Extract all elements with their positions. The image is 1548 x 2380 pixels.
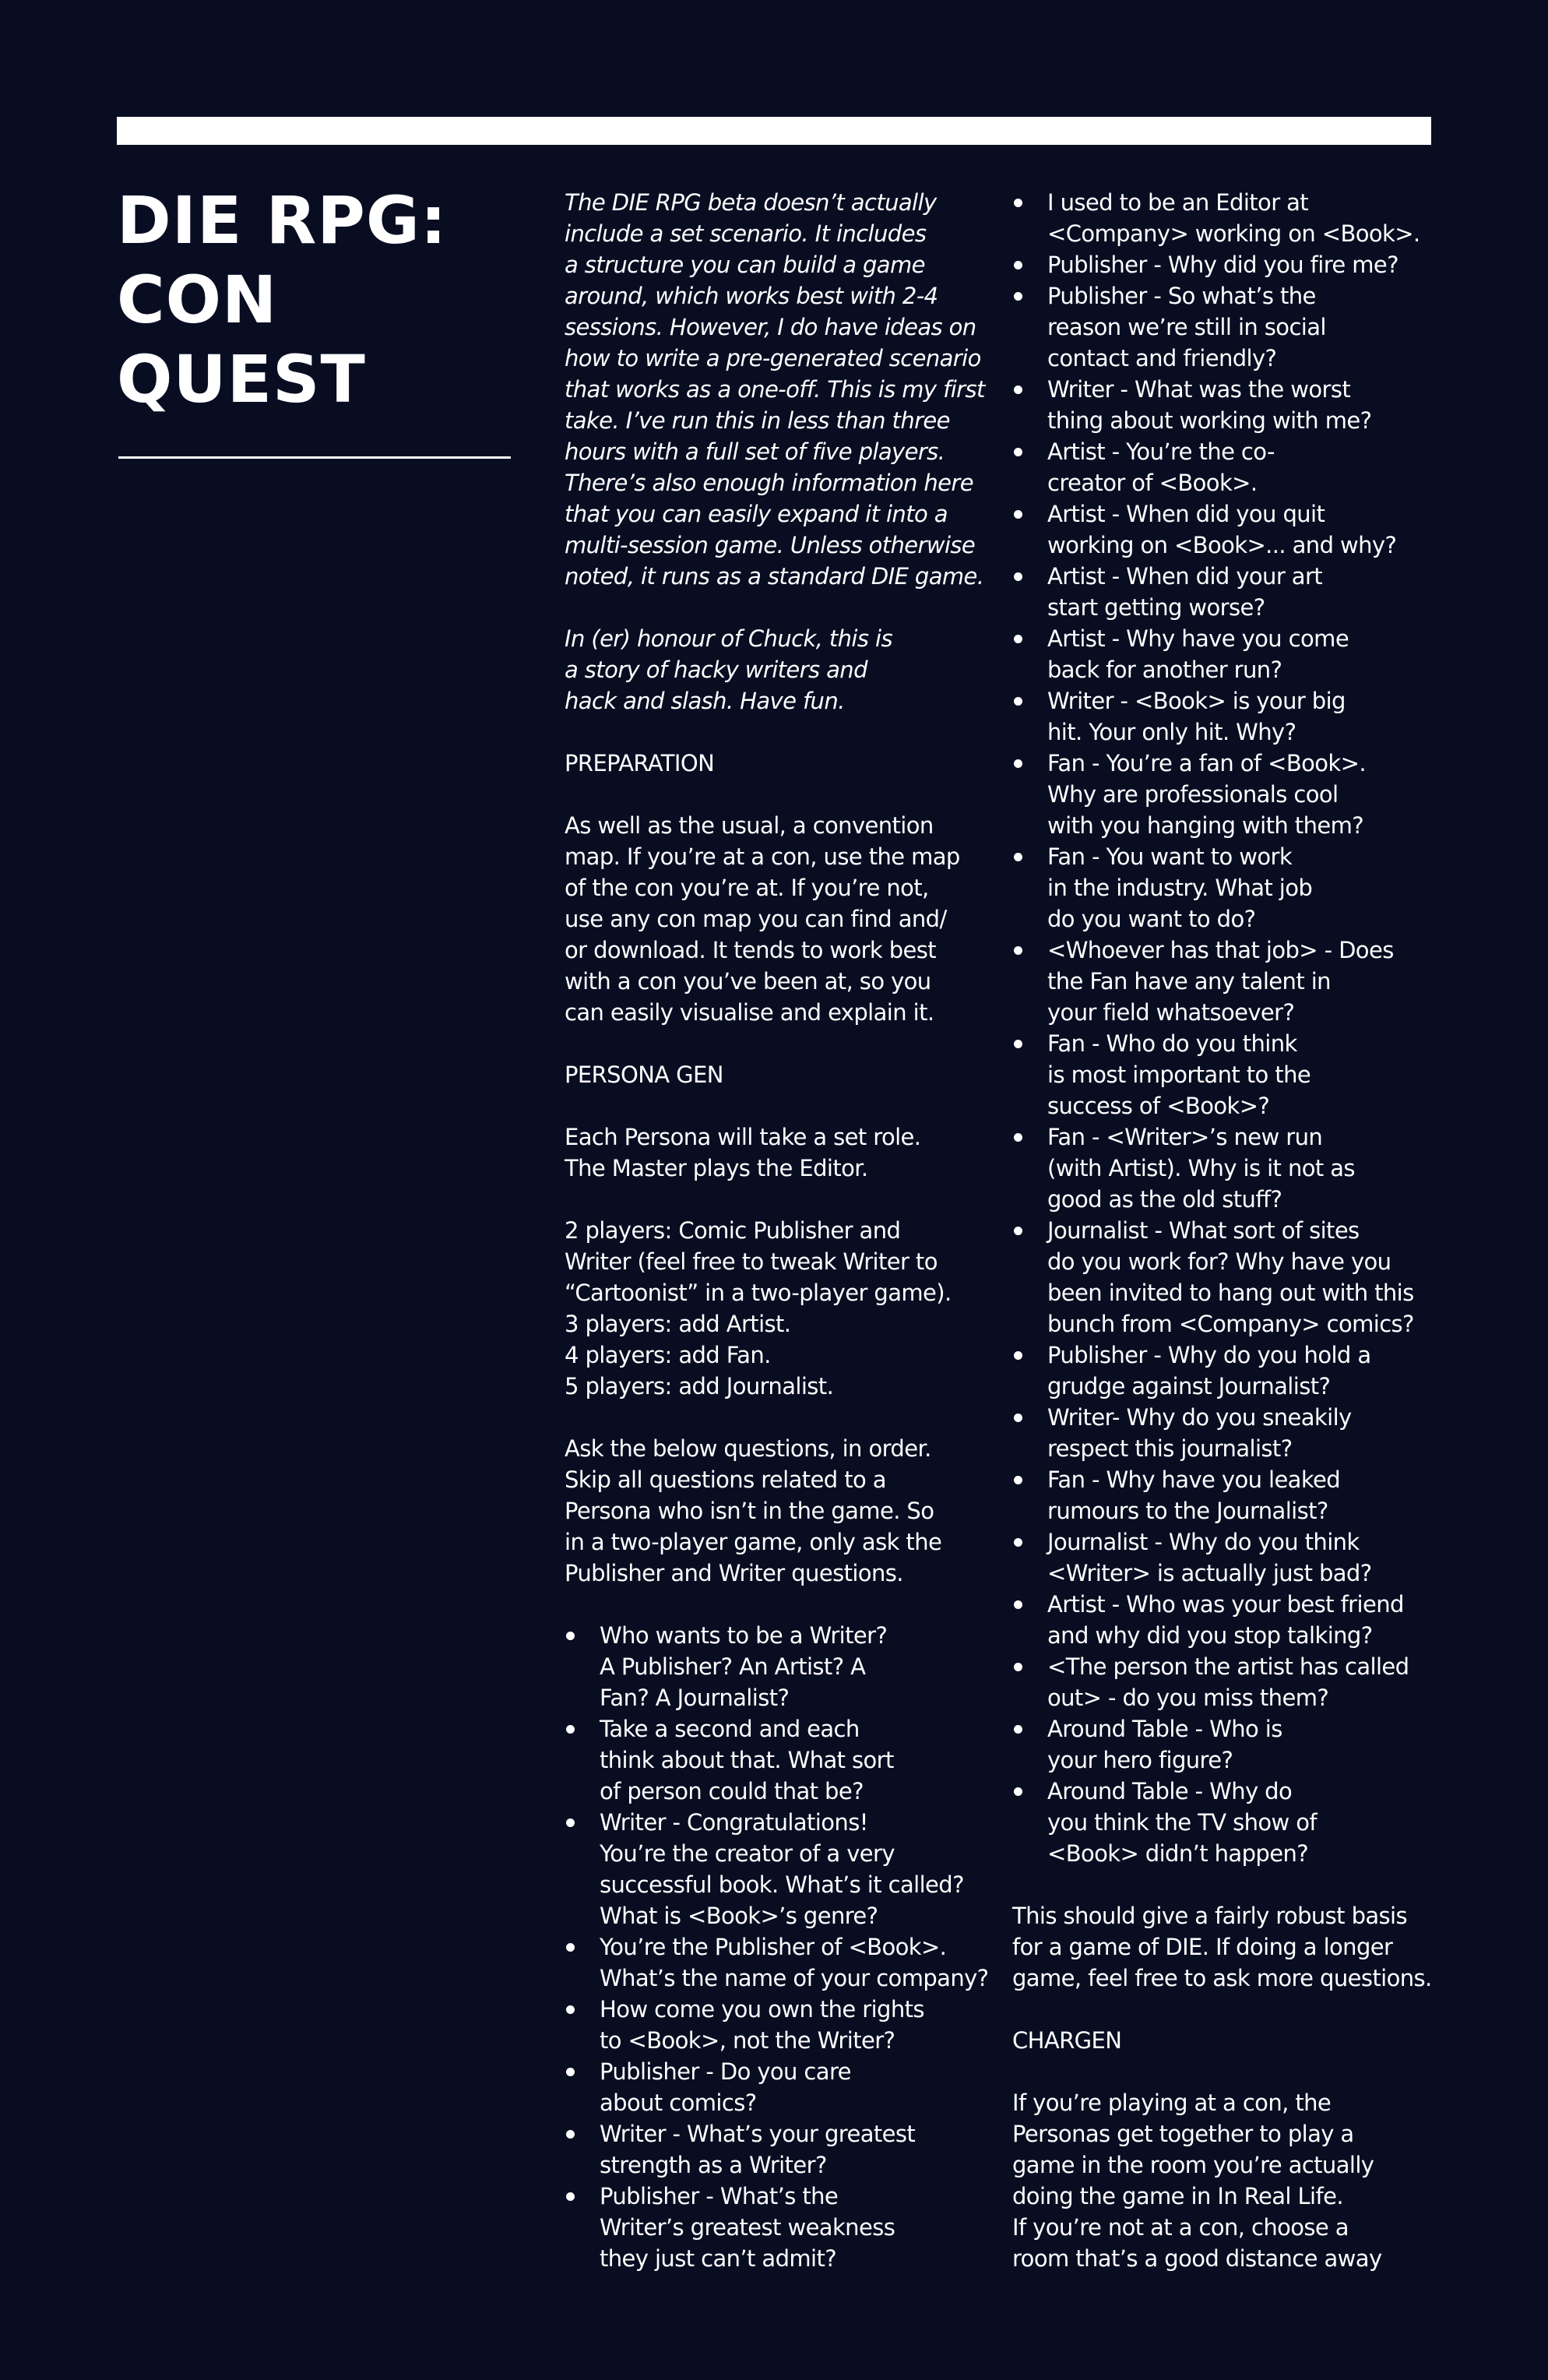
list-item: Artist - When did you quit working on <Book>... and why? xyxy=(1012,498,1448,561)
column-middle xyxy=(565,187,1007,2305)
list-item: Who wants to be a Writer? A Publisher? An Artist? A Fan? A Journalist? xyxy=(565,1620,1007,1713)
list-item: Fan - You’re a fan of <Book>. Why are professionals cool with you hanging with them? xyxy=(1012,748,1448,841)
list-item: Writer - What’s your greatest strength as a Writer? xyxy=(565,2118,1007,2181)
list-item: Publisher - Do you care about comics? xyxy=(565,2056,1007,2118)
questions-intro-paragraph: Ask the below questions, in order. Skip all questions related to a Persona who isn’t in the game. So in a two-player game, only ask the Publisher and Writer questions. xyxy=(565,1435,942,1586)
list-item: Journalist - What sort of sites do you work for? Why have you been invited to hang out with this bunch from <Company> comics? xyxy=(1012,1215,1448,1340)
list-item: Writer- Why do you sneakily respect this journalist? xyxy=(1012,1402,1448,1464)
column-right xyxy=(1012,187,1448,2274)
title-underline xyxy=(118,456,511,459)
intro-paragraph: The DIE RPG beta doesn’t actually include a set scenario. It includes a structure you can build a game around, which works best with 2-4 sessions. However, I do have ideas on how to write a pre-generated scenario that works as a one-off. This is my first take. I’ve run this in less than three hours with a full set of five players. There’s also enough information here that you can easily expand it into a multi-session game. Unless otherwise noted, it runs as a standard DIE game. xyxy=(565,189,985,590)
list-item: Take a second and each think about that. What sort of person could that be? xyxy=(565,1713,1007,1807)
preparation-heading: PREPARATION xyxy=(565,750,715,776)
honour-paragraph: In (er) honour of Chuck, this is a story of hacky writers and hack and slash. Have fun. xyxy=(565,625,892,714)
title-line-1: DIE RPG: xyxy=(117,182,448,259)
chargen-paragraph: If you’re playing at a con, the Personas get together to play a game in the room you’re actually doing the game in In Real Life. If you’re not at a con, choose a room that’s a good distance away xyxy=(1012,2090,1382,2272)
list-item: Around Table - Who is your hero figure? xyxy=(1012,1713,1448,1776)
list-item: How come you own the rights to <Book>, not the Writer? xyxy=(565,1994,1007,2056)
list-item: Artist - When did your art start getting worse? xyxy=(1012,561,1448,623)
list-item: <Whoever has that job> - Does the Fan have any talent in your field whatsoever? xyxy=(1012,935,1448,1028)
summary-paragraph: This should give a fairly robust basis for a game of DIE. If doing a longer game, feel free to ask more questions. xyxy=(1012,1903,1432,1991)
list-item: You’re the Publisher of <Book>. What’s the name of your company? xyxy=(565,1931,1007,1994)
list-item: I used to be an Editor at <Company> working on <Book>. xyxy=(1012,187,1448,249)
list-item: Fan - You want to work in the industry. What job do you want to do? xyxy=(1012,841,1448,935)
page-title xyxy=(117,181,522,419)
list-item: Writer - <Book> is your big hit. Your only hit. Why? xyxy=(1012,685,1448,748)
list-item: Artist - Why have you come back for another run? xyxy=(1012,623,1448,685)
list-item: Writer - What was the worst thing about working with me? xyxy=(1012,374,1448,436)
persona-gen-heading: PERSONA GEN xyxy=(565,1061,723,1088)
list-item: Artist - You’re the co- creator of <Book>. xyxy=(1012,436,1448,498)
list-item: Publisher - So what’s the reason we’re still in social contact and friendly? xyxy=(1012,280,1448,374)
list-item: Around Table - Why do you think the TV show of <Book> didn’t happen? xyxy=(1012,1776,1448,1869)
list-item: Fan - Why have you leaked rumours to the Journalist? xyxy=(1012,1464,1448,1526)
list-item: Fan - Who do you think is most important to the success of <Book>? xyxy=(1012,1028,1448,1121)
persona-paragraph: Each Persona will take a set role. The Master plays the Editor. xyxy=(565,1124,921,1181)
question-list-right xyxy=(1012,187,1448,1869)
list-item: Publisher - Why do you hold a grudge against Journalist? xyxy=(1012,1340,1448,1402)
header-rule xyxy=(117,117,1431,145)
list-item: Publisher - What’s the Writer’s greatest weakness they just can’t admit? xyxy=(565,2181,1007,2274)
question-list-middle xyxy=(565,1620,1007,2274)
list-item: Artist - Who was your best friend and why did you stop talking? xyxy=(1012,1589,1448,1651)
players-paragraph: 2 players: Comic Publisher and Writer (feel free to tweak Writer to “Cartoonist” in a two-player game). 3 players: add Artist. 4 players: add Fan. 5 players: add Journalist. xyxy=(565,1217,952,1399)
preparation-paragraph: As well as the usual, a convention map. If you’re at a con, use the map of the con you’re at. If you’re not, use any con map you can find and/ or download. It tends to work best with a con you’ve been at, so you can easily visualise and explain it. xyxy=(565,812,960,1026)
list-item: Fan - <Writer>’s new run (with Artist). Why is it not as good as the old stuff? xyxy=(1012,1121,1448,1215)
title-line-2: CON QUEST xyxy=(117,262,366,417)
list-item: Publisher - Why did you fire me? xyxy=(1012,249,1448,280)
chargen-heading: CHARGEN xyxy=(1012,2027,1122,2054)
list-item: Journalist - Why do you think <Writer> is actually just bad? xyxy=(1012,1526,1448,1589)
list-item: <The person the artist has called out> - do you miss them? xyxy=(1012,1651,1448,1713)
list-item: Writer - Congratulations! You’re the creator of a very successful book. What’s it called? What is <Book>’s genre? xyxy=(565,1807,1007,1931)
